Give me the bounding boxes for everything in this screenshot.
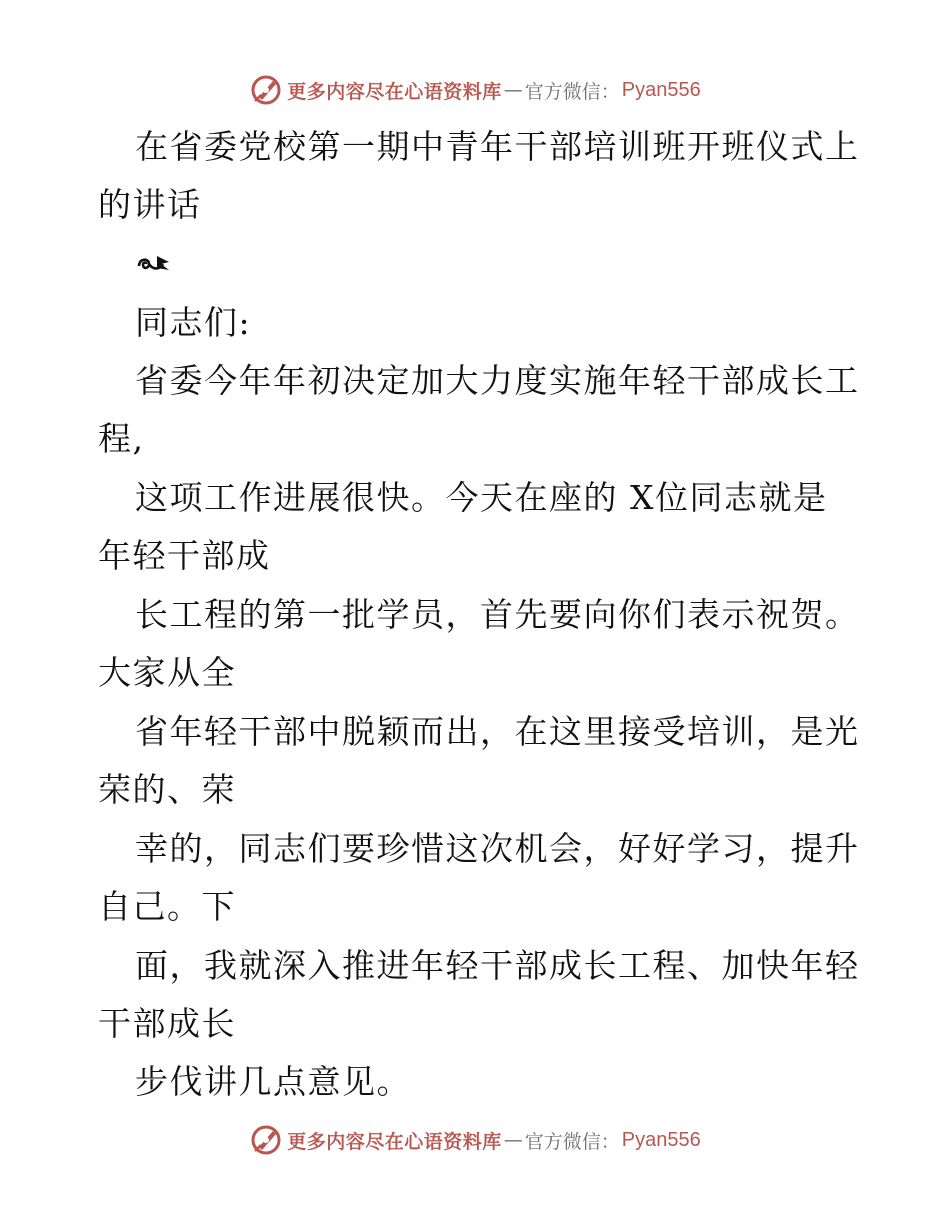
wechat-id: Pyan556 [621, 1128, 701, 1151]
site-slogan: 更多内容尽在心语资料库 [287, 80, 502, 103]
body-line-12: 干部成长 [98, 1004, 236, 1043]
wechat-id: Pyan556 [621, 78, 701, 101]
site-slogan: 更多内容尽在心语资料库 [287, 1130, 502, 1153]
body-line-13: 步伐讲几点意见。 [135, 1062, 411, 1101]
body-line-9: 幸的，同志们要珍惜这次机会，好好学习，提升 [135, 829, 860, 868]
body-line-7: 省年轻干部中脱颖而出，在这里接受培训，是光 [135, 712, 860, 751]
body-line-5: 长工程的第一批学员，首先要向你们表示祝贺。 [135, 595, 860, 634]
footer-banner [0, 1120, 950, 1160]
body-line-10: 自己。下 [98, 887, 236, 926]
salutation: 同志们: [135, 303, 252, 342]
separator-dash: — [503, 1129, 523, 1151]
header-banner [0, 70, 950, 110]
body-line-8: 荣的、荣 [98, 770, 236, 809]
quill-logo-icon [249, 1123, 283, 1157]
body-line-3: 这项工作进展很快。今天在座的 X位同志就是 [135, 478, 828, 517]
body-line-6: 大家从全 [98, 653, 236, 692]
body-line-4: 年轻干部成 [98, 536, 271, 575]
ornament-flourish-icon [135, 250, 173, 276]
wechat-label: 官方微信： [524, 1130, 620, 1153]
separator-dash: — [503, 79, 523, 101]
wechat-label: 官方微信： [524, 80, 620, 103]
body-line-11: 面，我就深入推进年轻干部成长工程、加快年轻 [135, 946, 860, 985]
document-title-line-2: 的讲话 [98, 185, 202, 224]
body-line-2: 程, [98, 419, 145, 458]
body-line-1: 省委今年年初决定加大力度实施年轻干部成长工 [135, 361, 860, 400]
document-title-line-1: 在省委党校第一期中青年干部培训班开班仪式上 [135, 127, 860, 166]
quill-logo-icon [249, 73, 283, 107]
